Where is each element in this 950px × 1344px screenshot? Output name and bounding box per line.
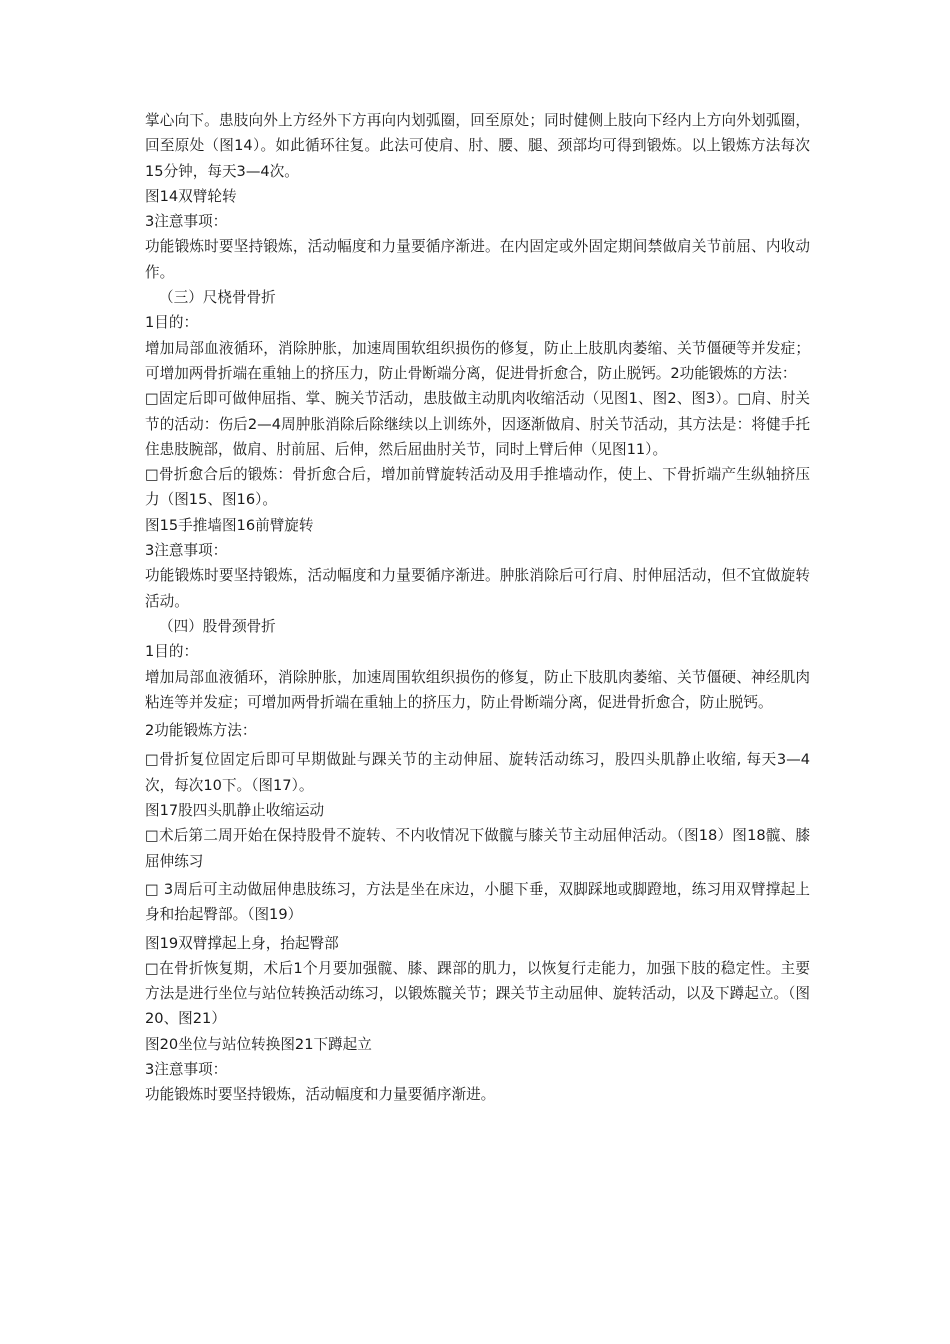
notes-text: 功能锻炼时要坚持锻炼，活动幅度和力量要循序渐进。	[145, 1086, 496, 1104]
purpose-heading: 1目的：	[145, 314, 199, 332]
exercise-item: □固定后即可做伸屈指、掌、腕关节活动，患肢做主动肌肉收缩活动（见图1、图2、图3）。□肩、肘关节的活动：伤后2—4周肿胀消除后除继续以上训练外，因逐渐做肩、肘关节活动，其方法是：将健手托住患肢腕部，做肩、肘前屈、后伸，然后屈曲肘关节，同时上臂后伸（见图11）。	[145, 390, 810, 458]
notes-heading: 3注意事项：	[145, 542, 228, 560]
figure-caption-15-16: 图15手推墙图16前臂旋转	[145, 516, 314, 534]
figure-caption-14: 图14双臂轮转	[145, 187, 237, 205]
purpose-text: 增加局部血液循环，消除肿胀，加速周围软组织损伤的修复，防止下肢肌肉萎缩、关节僵硬、神经肌肉粘连等并发症；可增加两骨折端在重轴上的挤压力，防止骨断端分离，促进骨折愈合，防止脱钙。	[145, 668, 810, 711]
figure-caption-17: 图17股四头肌静止收缩运动	[145, 802, 325, 820]
notes-heading: 3注意事项：	[145, 213, 228, 231]
document-page	[145, 108, 810, 1108]
paragraph-double-arm-rotation: 掌心向下。患肢向外上方经外下方再向内划弧圈，回至原处；同时健侧上肢向下经内上方向外划弧圈，回至原处（图14）。如此循环往复。此法可使肩、肘、腰、腿、颈部均可得到锻炼。以上锻炼方法每次15分钟，每天3—4次。	[145, 112, 810, 180]
exercise-item: □在骨折恢复期，术后1个月要加强髋、膝、踝部的肌力，以恢复行走能力，加强下肢的稳定性。主要方法是进行坐位与站位转换活动练习，以锻炼髋关节；踝关节主动屈伸、旋转活动，以及下蹲起立。（图20、图21）	[145, 959, 810, 1028]
methods-heading: 2功能锻炼方法：	[145, 722, 257, 740]
exercise-item: □术后第二周开始在保持股骨不旋转、不内收情况下做髋与膝关节主动屈伸活动。（图18）图18髋、膝屈伸练习	[145, 827, 810, 870]
figure-caption-20-21: 图20坐位与站位转换图21下蹲起立	[145, 1035, 372, 1053]
purpose-text: 增加局部血液循环，消除肿胀，加速周围软组织损伤的修复，防止上肢肌肉萎缩、关节僵硬等并发症；可增加两骨折端在重轴上的挤压力，防止骨断端分离，促进骨折愈合，防止脱钙。2功能锻炼的方法：	[145, 339, 810, 382]
section-heading-femoral-neck: （四）股骨颈骨折	[159, 617, 276, 635]
exercise-item: □骨折复位固定后即可早期做趾与踝关节的主动伸屈、旋转活动练习，股四头肌静止收缩, 每天3—4次，每次10下。（图17）。	[145, 751, 810, 794]
notes-heading: 3注意事项：	[145, 1060, 228, 1078]
section-heading-ulna-radius: （三）尺桡骨骨折	[159, 289, 276, 307]
exercise-item: □ 3周后可主动做屈伸患肢练习，方法是坐在床边，小腿下垂，双脚踩地或脚蹬地，练习用双臂撑起上身和抬起臀部。（图19）	[145, 880, 810, 924]
purpose-heading: 1目的：	[145, 643, 199, 661]
notes-text: 功能锻炼时要坚持锻炼，活动幅度和力量要循序渐进。肿胀消除后可行肩、肘伸屈活动，但不宜做旋转活动。	[145, 567, 810, 610]
figure-caption-19: 图19双臂撑起上身，抬起臀部	[145, 934, 339, 952]
exercise-item: □骨折愈合后的锻炼：骨折愈合后，增加前臂旋转活动及用手推墙动作，使上、下骨折端产生纵轴挤压力（图15、图16）。	[145, 466, 810, 509]
notes-text: 功能锻炼时要坚持锻炼，活动幅度和力量要循序渐进。在内固定或外固定期间禁做肩关节前屈、内收动作。	[145, 238, 810, 281]
